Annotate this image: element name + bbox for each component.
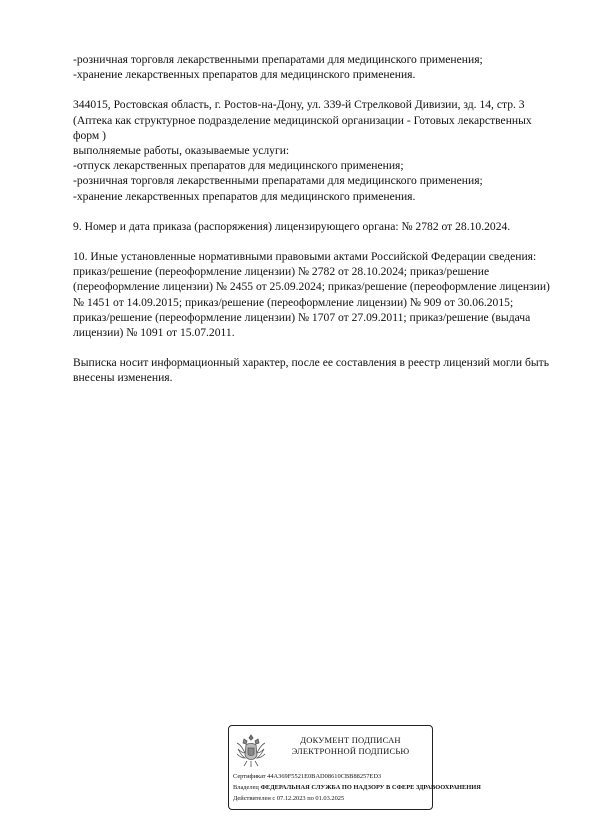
validity-line: Действителен с 07.12.2023 по 01.03.2025 bbox=[233, 795, 345, 802]
text-line: 9. Номер и дата приказа (распоряжения) лицензирующего органа: № 2782 от 28.10.2024. bbox=[73, 219, 511, 233]
text-line: -розничная торговля лекарственными препаратами для медицинского применения; bbox=[73, 174, 483, 188]
text-line: Выписка носит информационный характер, после ее составления в реестр лицензий могли быть bbox=[73, 356, 549, 370]
text-line: -хранение лекарственных препаратов для медицинского применения. bbox=[73, 68, 416, 82]
text-line: -отпуск лекарственных препаратов для медицинского применения; bbox=[73, 159, 404, 173]
coat-of-arms-icon bbox=[233, 731, 269, 771]
text-line: лицензии) № 1091 от 15.07.2011. bbox=[73, 326, 235, 340]
order-number-block bbox=[73, 219, 583, 234]
text-line: (переоформление лицензии) № 2455 от 25.09.2024; приказ/решение (переоформление лицензии) bbox=[73, 280, 550, 294]
document-body bbox=[73, 52, 583, 401]
text-line: 344015, Ростовская область, г. Ростов-на-Дону, ул. 339-й Стрелковой Дивизии, зд. 14, стр. 3 bbox=[73, 98, 525, 112]
text-line: приказ/решение (переоформление лицензии) № 1707 от 27.09.2011; приказ/решение (выдача bbox=[73, 310, 531, 324]
stamp-title-line: ДОКУМЕНТ ПОДПИСАН bbox=[300, 735, 401, 745]
text-line: № 1451 от 14.09.2015; приказ/решение (переоформление лицензии) № 909 от 30.06.2015; bbox=[73, 295, 514, 309]
text-line: 10. Иные установленные нормативными правовыми актами Российской Федерации сведения: bbox=[73, 250, 537, 264]
owner-value: ФЕДЕРАЛЬНАЯ СЛУЖБА ПО НАДЗОРУ В СФЕРЕ ЗДРАВООХРАНЕНИЯ bbox=[260, 784, 481, 791]
text-line: внесены изменения. bbox=[73, 371, 173, 385]
address-block bbox=[73, 97, 583, 203]
certificate-value: 44A369F5521E0BAD08610CBB88257ED3 bbox=[267, 773, 382, 780]
other-info-block bbox=[73, 249, 583, 340]
disclaimer-block bbox=[73, 355, 583, 385]
owner-label: Владелец bbox=[233, 784, 259, 791]
text-line: приказ/решение (переоформление лицензии) № 2782 от 28.10.2024; приказ/решение bbox=[73, 265, 490, 279]
stamp-title-line: ЭЛЕКТРОННОЙ ПОДПИСЬЮ bbox=[291, 746, 410, 756]
stamp-title bbox=[273, 735, 428, 757]
certificate-label: Сертификат bbox=[233, 773, 266, 780]
activities-block bbox=[73, 52, 583, 82]
text-line: выполняемые работы, оказываемые услуги: bbox=[73, 144, 290, 158]
certificate-line bbox=[233, 773, 381, 781]
text-line: форм ) bbox=[73, 128, 107, 142]
text-line: -розничная торговля лекарственными препаратами для медицинского применения; bbox=[73, 53, 483, 66]
owner-line bbox=[233, 784, 481, 792]
text-line: (Аптека как структурное подразделение медицинской организации - Готовых лекарственных bbox=[73, 113, 532, 127]
text-line: -хранение лекарственных препаратов для медицинского применения. bbox=[73, 189, 416, 203]
electronic-signature-stamp bbox=[228, 725, 481, 810]
